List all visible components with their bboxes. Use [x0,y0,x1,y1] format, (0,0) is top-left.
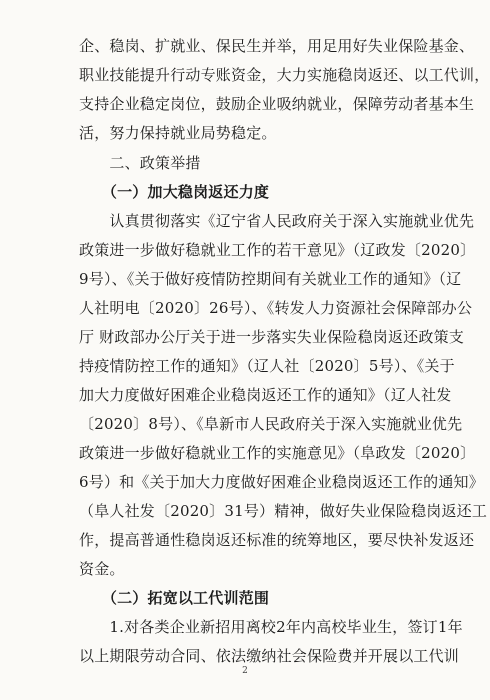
body-text-line: 认真贯彻落实《辽宁省人民政府关于深入实施就业优先 [79,212,475,230]
page-number: 2 [242,666,248,676]
body-text-line: 9号）、《关于做好疫情防控期间有关就业工作的通知》（辽 [79,270,462,288]
body-text-line: 加大力度做好困难企业稳岗返还工作的通知》（辽人社发 [79,386,452,404]
body-text-line: 人社明电〔2020〕26号）、《转发人力资源社会保障部办公 [79,299,473,317]
body-text-line: 政策进一步做好稳就业工作的实施意见》（阜政发〔2020〕 [79,444,476,462]
body-text-line: （阜人社发〔2020〕31号）精神，做好失业保险稳岗返还工 [79,502,488,520]
section-heading: 二、政策举措 [79,154,201,172]
body-text-line: 作，提高普通性稳岗返还标准的统筹地区，要尽快补发返还 [79,531,475,549]
body-text-line: 活，努力保持就业局势稳定。 [79,124,277,142]
body-text-line: 支持企业稳定岗位，鼓励企业吸纳就业，保障劳动者基本生 [79,95,475,113]
subsection-heading: （二）拓宽以工代训范围 [79,589,270,607]
subsection-heading: （一）加大稳岗返还力度 [79,183,270,201]
body-text-line: 持疫情防控工作的通知》（辽人社〔2020〕5号）、《关于 [79,357,455,375]
body-text-line: 以上期限劳动合同、依法缴纳社会保险费并开展以工代训 [79,647,460,665]
body-text-line: 政策进一步做好稳就业工作的若干意见》（辽政发〔2020〕 [79,241,476,259]
body-text-line: 1.对各类企业新招用离校2年内高校毕业生，签订1年 [79,618,463,636]
body-text-line: 〔2020〕8号）、《阜新市人民政府关于深入实施就业优先 [79,415,463,433]
body-text-line: 资金。 [79,560,125,578]
body-text-line: 厅 财政部办公厅关于进一步落实失业保险稳岗返还政策支 [79,328,464,346]
body-text-line: 企、稳岗、扩就业、保民生并举，用足用好失业保险基金、 [79,37,475,55]
body-text-line: 职业技能提升行动专账资金，大力实施稳岗返还、以工代训， [79,66,490,84]
body-text-line: 6号）和《关于加大力度做好困难企业稳岗返还工作的通知》 [79,473,484,491]
